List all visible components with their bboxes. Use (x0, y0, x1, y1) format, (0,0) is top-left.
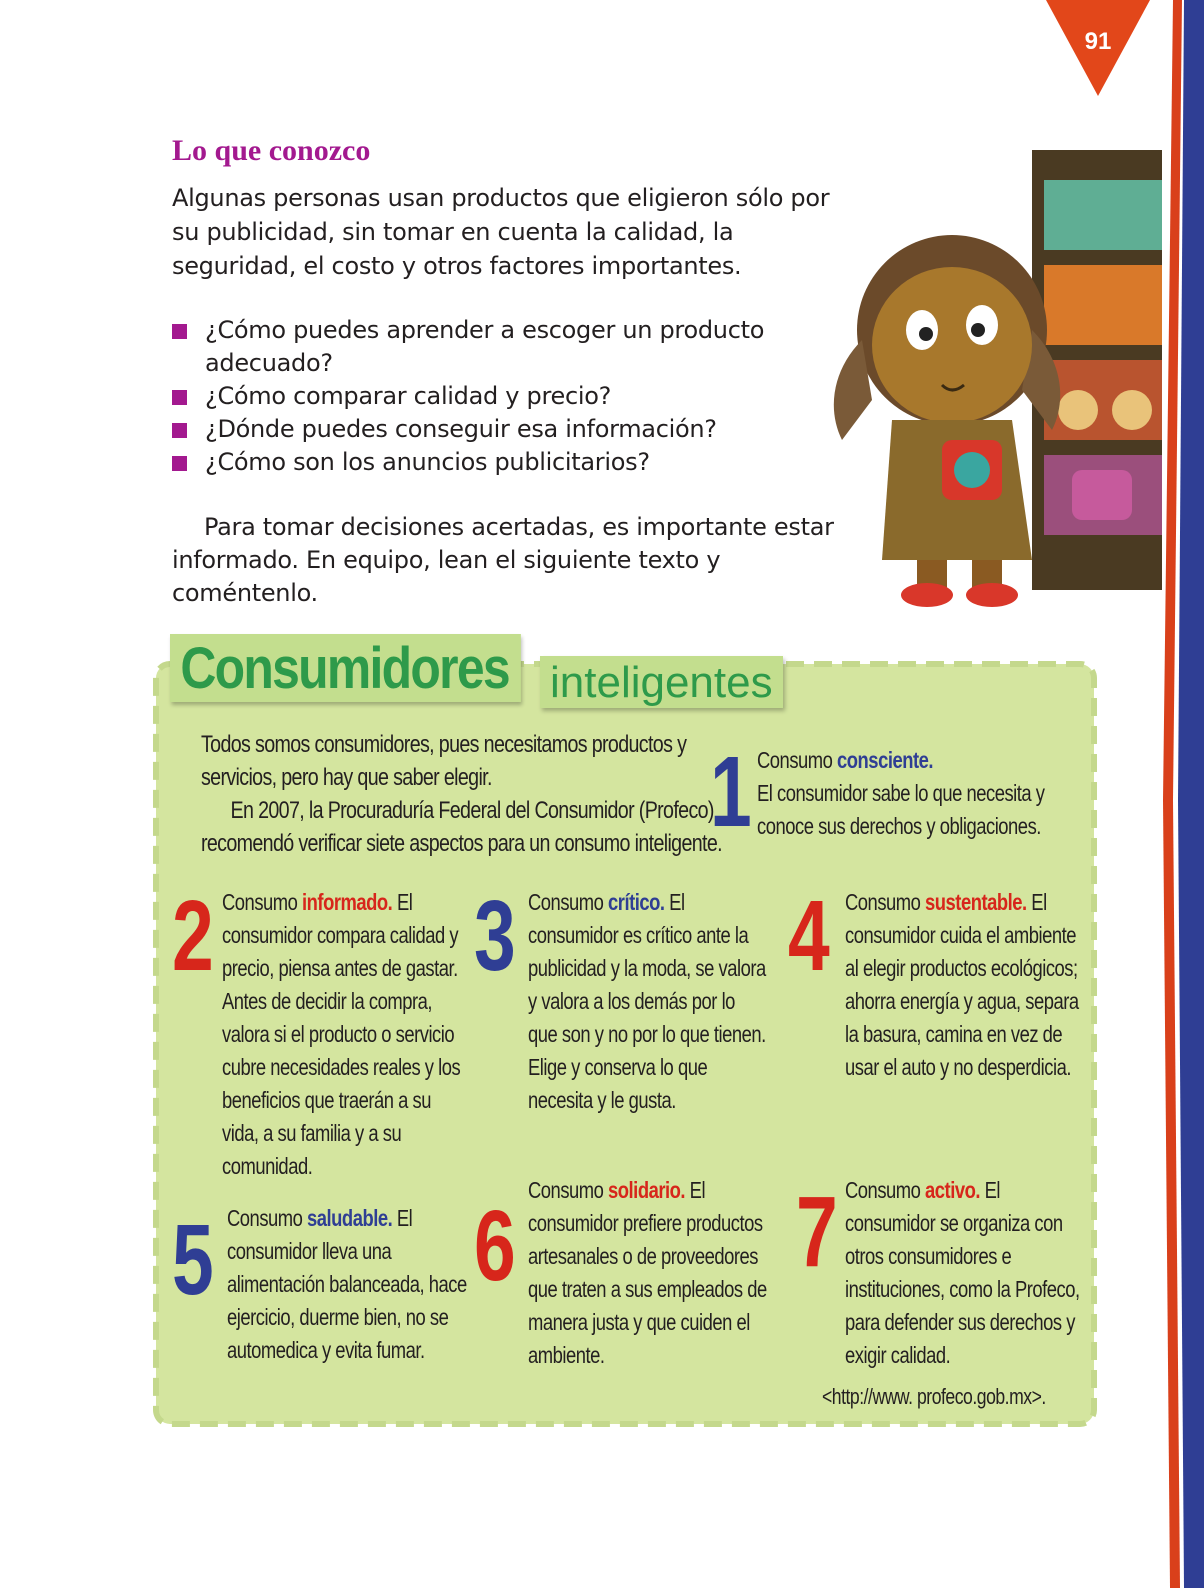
question-item: ¿Dónde puedes conseguir esa información? (172, 413, 792, 446)
item-number-7: 7 (796, 1176, 838, 1288)
item-number-6: 6 (474, 1190, 516, 1302)
box-title-sub: inteligentes (540, 656, 783, 708)
page-number-badge (1046, 0, 1150, 96)
item-number-5: 5 (172, 1204, 214, 1316)
box-title-main: Consumidores (170, 634, 521, 702)
item-number-3: 3 (474, 880, 516, 992)
item-sustentable: Consumo sustentable. El consumidor cuida el ambiente al elegir productos ecológicos; ahorra energía y agua, separa la basura, camina en vez de usar el auto y no desperdicia. (845, 889, 1079, 1080)
source-link[interactable]: <http://www. profeco.gob.mx>. (822, 1384, 1046, 1409)
box-intro-text: Todos somos consumidores, pues necesitamos productos y servicios, pero hay que saber elegir. En 2007, la Procuraduría Federal del Consumidor (Profeco) recomendó verificar siete aspectos para un consumo inteligente. (201, 731, 722, 857)
bullet-square-icon (172, 324, 187, 339)
instruction-paragraph: Para tomar decisiones acertadas, es importante estar informado. En equipo, lean el siguiente texto y coméntenlo. (172, 513, 834, 607)
bullet-square-icon (172, 423, 187, 438)
bullet-square-icon (172, 456, 187, 471)
intro-text: Algunas personas usan productos que eligieron sólo por su publicidad, sin tomar en cuenta la calidad, la seguridad, el costo y otros factores importantes. (172, 184, 830, 280)
page-number: 91 (1084, 28, 1112, 55)
question-item: ¿Cómo son los anuncios publicitarios? (172, 446, 792, 479)
question-item: ¿Cómo puedes aprender a escoger un producto adecuado? (172, 314, 792, 380)
item-critico: Consumo crítico. El consumidor es crítico ante la publicidad y la moda, se valora y valora a los demás por lo que son y no por lo que tienen. Elige y conserva lo que necesita y le gusta. (528, 889, 766, 1113)
question-list (172, 314, 792, 479)
item-informado: Consumo informado. El consumidor compara calidad y precio, piensa antes de gastar. Antes de decidir la compra, valora si el producto o servicio cubre necesidades reales y los beneficios que traerán a su vida, a su familia y a su comunidad. (222, 889, 461, 1179)
section-title: Lo que conozco (172, 134, 371, 167)
question-item: ¿Cómo comparar calidad y precio? (172, 380, 792, 413)
item-number-4: 4 (788, 880, 830, 992)
girl-illustration (822, 140, 1162, 610)
bullet-square-icon (172, 390, 187, 405)
item-solidario: Consumo solidario. El consumidor prefiere productos artesanales o de proveedores que traten a sus empleados de manera justa y que cuiden el ambiente. (528, 1177, 767, 1368)
item-number-2: 2 (172, 880, 214, 992)
item-saludable: Consumo saludable. El consumidor lleva una alimentación balanceada, hace ejercicio, duerme bien, no se automedica y evita fumar. (227, 1205, 467, 1363)
item-activo: Consumo activo. El consumidor se organiza con otros consumidores e instituciones, como la Profeco, para defender sus derechos y exigir calidad. (845, 1177, 1080, 1368)
item-number-1: 1 (710, 736, 752, 848)
item-consciente: Consumo consciente. El consumidor sabe lo que necesita y conoce sus derechos y obligaciones. (757, 747, 1045, 839)
